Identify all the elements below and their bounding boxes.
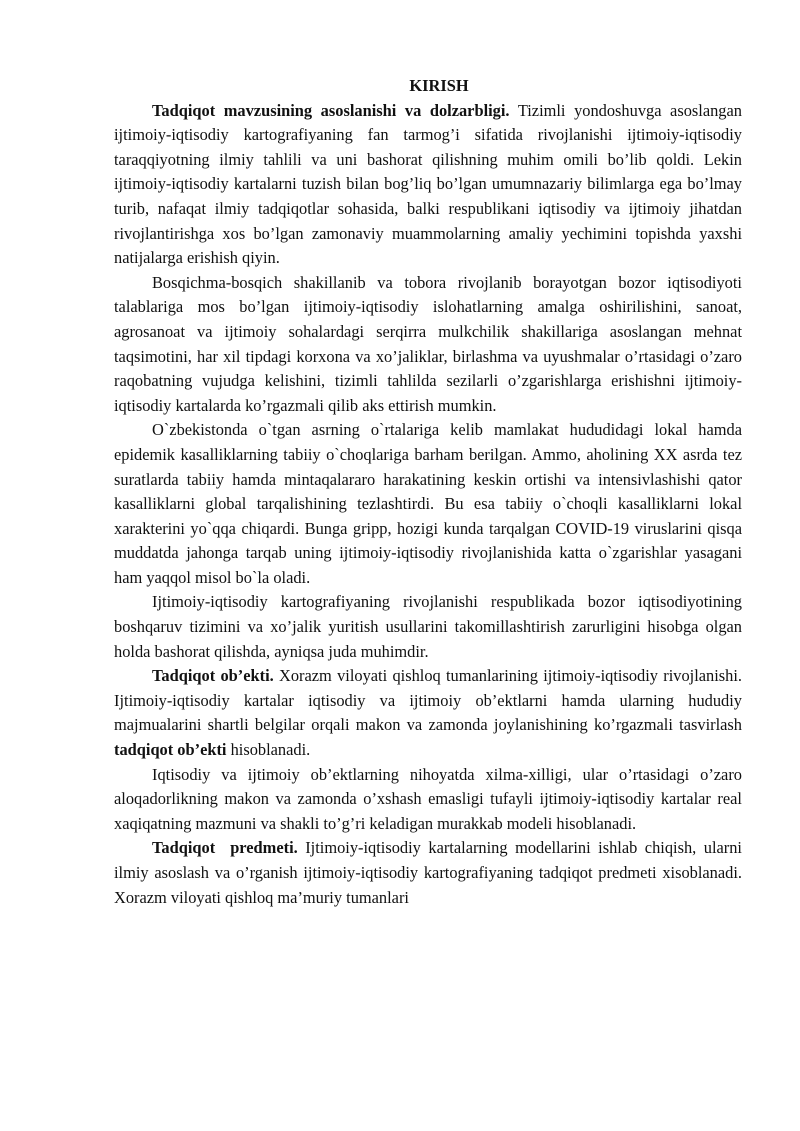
paragraph-bold-term: tadqiqot ob’ekti	[114, 740, 227, 760]
paragraph-uzbekistan-diseases	[114, 418, 742, 590]
paragraph-text: O`zbekistonda o`tgan asrning o`rtalariga kelib mamlakat hududidagi lokal hamda epidemik kasalliklarning tabiiy o`choqlariga barham berilgan. Ammo, aholining XX asrda tez suratlarda tabiiy hamda mintaqalararo harakatining keskin ortishi va intensivlashishi qator kasalliklarni global tarqalishining tezlashtirdi. Bu esa tabiiy o`choqli kasalliklarni lokal xarakterini yo`qqa chiqardi. Bunga gripp, hozigi kunda tarqalgan COVID-19 viruslarini qisqa muddatda jahonga tarqab uning ijtimoiy-iqtisodiy rivojlanishida katta o`zgarishlar yasagani ham yaqqol misol bo`la oladi.	[114, 420, 742, 587]
paragraph-lead: Tadqiqot predmeti.	[152, 838, 298, 858]
paragraph-cartography-development	[114, 590, 742, 664]
document-body	[114, 74, 742, 910]
paragraph-lead: Tadqiqot ob’ekti.	[152, 666, 274, 686]
paragraph-research-object	[114, 664, 742, 762]
paragraph-text: Iqtisodiy va ijtimoiy ob’ektlarning nihoyatda xilma-xilligi, ular o’rtasidagi o’zaro aloqadorlikning makon va zamonda o’xshash emasligi tufayli ijtimoiy-iqtisodiy kartalar real xaqiqatning mazmuni va shakli to’g’ri keladigan murakkab modeli hisoblanadi.	[114, 764, 742, 833]
paragraph-lead: Tadqiqot mavzusining asoslanishi va dolzarbligi.	[152, 100, 510, 120]
paragraph-relevance	[114, 99, 742, 271]
paragraph-market-economy	[114, 271, 742, 419]
page-heading: KIRISH	[409, 76, 469, 95]
paragraph-text: Bosqichma-bosqich shakillanib va tobora rivojlanib borayotgan bozor iqtisodiyoti talablariga mos bo’lgan ijtimoiy-iqtisodiy islohatlarning amalga oshirilishini, sanoat, agrosanoat va ijtimoiy sohalardagi serqirra mulkchilik shakillariga asoslangan mehnat taqsimotini, har xil tipdagi korxona va xo’jaliklar, birlashma va uyushmalar o’rtasidagi o’zaro raqobatning vujudga kelishini, tizimli tahlilda sezilarli o’zgarishlarga erishishni ijtimoiy-iqtisodiy kartalarda ko’rgazmali qilib aks ettirish mumkin.	[114, 272, 742, 415]
paragraph-text: Xorazm viloyati qishloq tumanlarining ijtimoiy-iqtisodiy rivojlanishi. Ijtimoiy-iqtisodiy kartalar iqtisodiy va ijtimoiy ob’ektlarni hamda ularning hududiy majmualarini shartli belgilar orqali makon va zamonda joylanishining ko’rgazmali tasvirlash	[114, 666, 743, 735]
paragraph-text: Ijtimoiy-iqtisodiy kartografiyaning rivojlanishi respublikada bozor iqtisodiyotining boshqaruv tizimini va xo’jalik yuritish usullarini takomillashtirish zarurligini hisobga olgan holda bashorat qilishda, ayniqsa juda muhimdir.	[114, 592, 742, 661]
paragraph-research-subject	[114, 836, 742, 910]
paragraph-objects-diversity	[114, 763, 742, 837]
paragraph-tail: hisoblanadi.	[226, 740, 311, 760]
paragraph-text: Tizimli yondoshuvga asoslangan ijtimoiy-iqtisodiy kartografiyaning fan tarmog’i sifatida rivojlanishi ijtimoiy-iqtisodiy taraqqiyotning ilmiy tahlili va uni bashorat qilishning muhim omili bo’lib qoldi. Lekin ijtimoiy-iqtisodiy kartalarni tuzish bilan bog’liq bo’lgan umumnazariy bilimlarga ega bo’lmay turib, nafaqat ilmiy tadqiqotlar sohasida, balki respublikani iqtisodiy va ijtimoiy jihatdan rivojlantirishga xos bo’lgan zamonaviy muammolarning amaliy yechimini topishda yaxshi natijalarga erishish qiyin.	[114, 100, 742, 268]
paragraph-text: Ijtimoiy-iqtisodiy kartalarning modellarini ishlab chiqish, ularni ilmiy asoslash va o’rganish ijtimoiy-iqtisodiy kartografiyaning tadqiqot predmeti xisoblanadi. Xorazm viloyati qishloq ma’muriy tumanlari	[114, 838, 742, 907]
